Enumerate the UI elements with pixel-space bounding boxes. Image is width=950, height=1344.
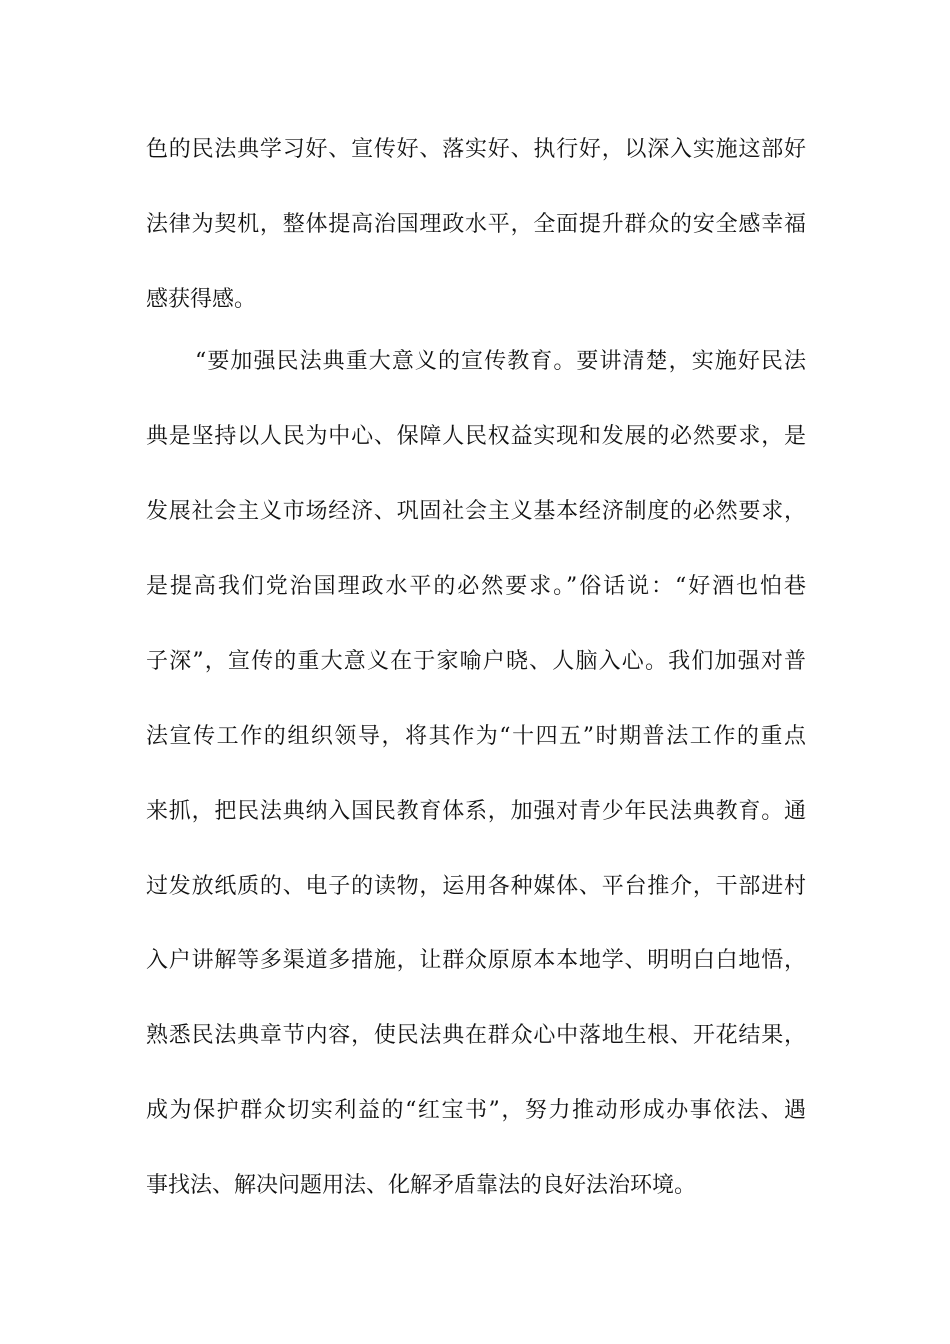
text-line: 是提高我们党治国理政水平的必然要求。”俗话说：“好酒也怕巷	[146, 574, 806, 599]
text-line: 典是坚持以人民为中心、保障人民权益实现和发展的必然要求，是	[146, 424, 806, 449]
text-line: 法宣传工作的组织领导，将其作为“十四五”时期普法工作的重点	[146, 724, 806, 749]
text-line: 入户讲解等多渠道多措施，让群众原原本本地学、明明白白地悟，	[146, 948, 806, 973]
text-line: 子深”，宣传的重大意义在于家喻户晓、人脑入心。我们加强对普	[146, 649, 806, 674]
text-line: 成为保护群众切实利益的“红宝书”，努力推动形成办事依法、遇	[146, 1098, 806, 1123]
text-line: 熟悉民法典章节内容，使民法典在群众心中落地生根、开花结果，	[146, 1023, 806, 1048]
text-line: 色的民法典学习好、宣传好、落实好、执行好，以深入实施这部好	[146, 137, 806, 162]
text-line: “要加强民法典重大意义的宣传教育。要讲清楚，实施好民法	[195, 349, 806, 374]
text-line: 事找法、解决问题用法、化解矛盾靠法的良好法治环境。	[146, 1173, 697, 1198]
text-line: 来抓，把民法典纳入国民教育体系，加强对青少年民法典教育。通	[146, 799, 806, 824]
text-line: 发展社会主义市场经济、巩固社会主义基本经济制度的必然要求，	[146, 499, 806, 524]
text-line: 感获得感。	[146, 287, 257, 312]
text-line: 过发放纸质的、电子的读物，运用各种媒体、平台推介，干部进村	[146, 874, 806, 899]
text-line: 法律为契机，整体提高治国理政水平，全面提升群众的安全感幸福	[146, 212, 806, 237]
